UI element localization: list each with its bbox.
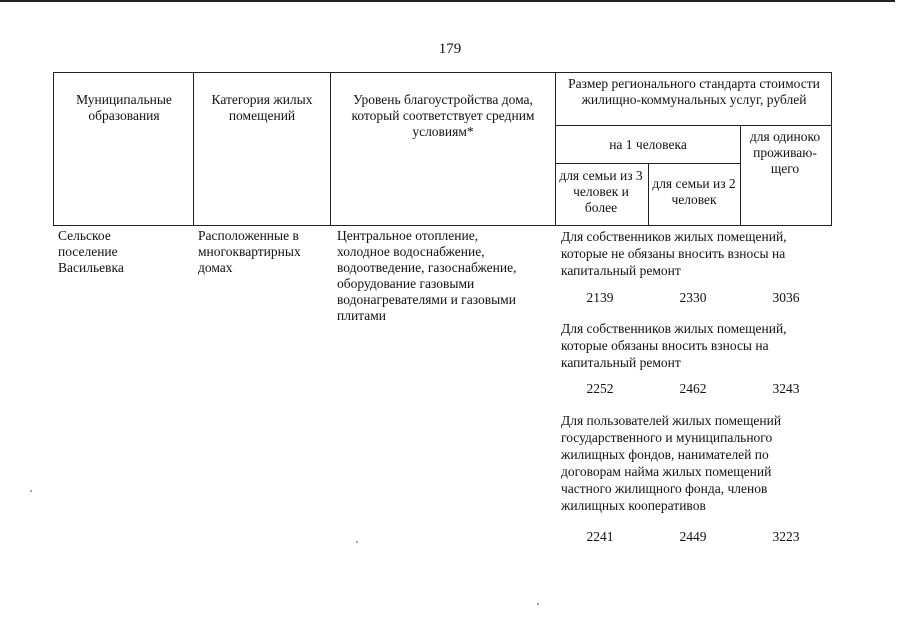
header-standard-size: Размер регионального стандарта стоимости жилищно-коммунальных услуг, рублей (568, 76, 820, 107)
value-single: 3036 (772, 290, 800, 305)
value-family2: 2449 (679, 529, 707, 544)
header-level: Уровень благоустройства дома, который соответствует средним условиям* (351, 92, 535, 139)
value-single: 3243 (772, 381, 800, 396)
row-municipality: Сельское поселение Васильевка (58, 228, 124, 275)
scan-speck (537, 603, 539, 605)
row-level: Центральное отопление, холодное водоснабжение, водоотведение, газоснабжение, оборудование газовыми водонагревателями и газовыми плитами (337, 228, 517, 323)
header-family2: для семьи из 2 человек (652, 176, 736, 207)
header-per-person: на 1 человека (609, 137, 687, 152)
value-family3: 2139 (586, 290, 614, 305)
top-border-line (0, 0, 895, 2)
header-divider (330, 72, 331, 225)
value-family3: 2252 (586, 381, 614, 396)
header-divider (648, 163, 649, 225)
scan-speck (356, 541, 358, 543)
value-family3: 2241 (586, 529, 614, 544)
value-single: 3223 (772, 529, 800, 544)
group-label: Для пользователей жилых помещений государственного и муниципального жилищных фондов, нанимателей по договорам найма жилых помещений частного жилищного фонда, членов жилищных кооперативов (561, 413, 782, 513)
header-single: для одиноко проживаю-щего (749, 129, 821, 176)
header-category: Категория жилых помещений (211, 92, 313, 123)
scan-speck (30, 490, 32, 492)
group-label: Для собственников жилых помещений, которые не обязаны вносить взносы на капитальный ремонт (561, 229, 787, 278)
value-family2: 2462 (679, 381, 707, 396)
row-category: Расположенные в многоквартирных домах (198, 228, 301, 275)
page-number: 179 (438, 41, 462, 57)
group-label: Для собственников жилых помещений, которые обязаны вносить взносы на капитальный ремонт (561, 321, 787, 370)
header-divider (555, 125, 831, 126)
header-family3: для семьи из 3 человек и более (559, 168, 643, 215)
header-divider (193, 72, 194, 225)
header-divider (740, 125, 741, 225)
value-family2: 2330 (679, 290, 707, 305)
header-municipality: Муниципальные образования (76, 92, 172, 123)
